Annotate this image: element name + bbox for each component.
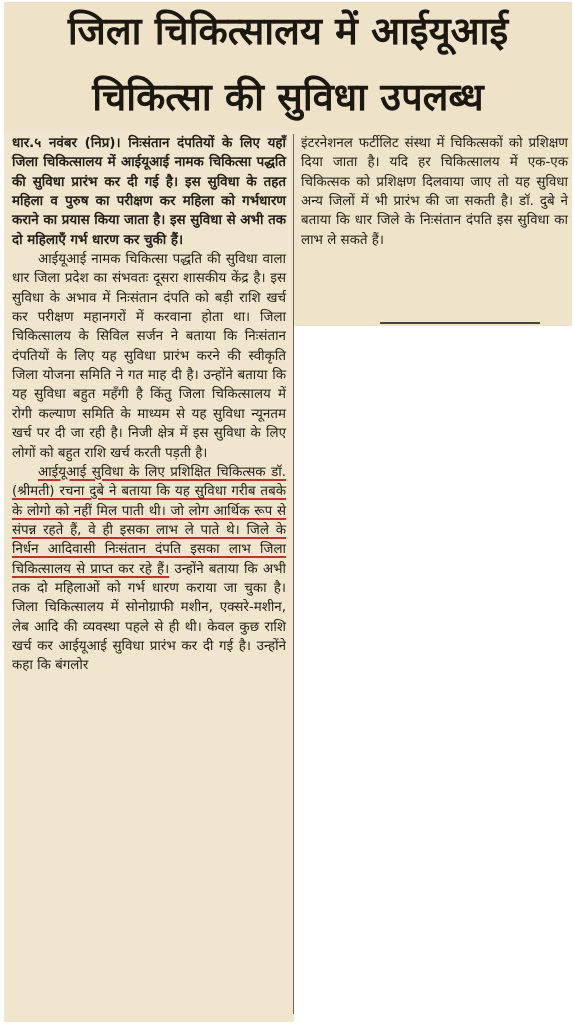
right-column xyxy=(301,134,568,250)
lead-paragraph: धार.५ नवंबर (निप्र)। निःसंतान दंपतियों के लिए यहाँ जिला चिकित्सालय में आईयूआई नामक चिकित्सा पद्धति की सुविधा प्रारंभ कर दी गई है। इस सुविधा के तहत महिला व पुरुष का परीक्षण कर महिला को गर्भधारण कराने का प्रयास किया जाता है। इस सुविधा से अभी तक दो महिलाएँ गर्भ धारण कर चुकी हैं। xyxy=(12,136,286,248)
continuation-paragraph: इंटरनेशनल फर्टीलिट संस्था में चिकित्सकों को प्रशिक्षण दिया जाता है। यदि हर चिकित्सालय में एक-एक चिकित्सक को प्रशिक्षण दिलवाया जाए तो यह सुविधा अन्य जिलों में भी प्रारंभ की जा सकती है। डॉ. दुबे ने बताया कि धार जिले के निःसंतान दंपति इस सुविधा का लाभ ले सकते हैं। xyxy=(301,136,568,248)
underlined-quote: आईयूआई सुविधा के लिए प्रशिक्षित चिकित्सक डॉ. (श्रीमती) रचना दुबे ने बताया कि यह सुविधा गरीब तबके के लोगो को नहीं मिल पाती थी। जो लोग आर्थिक रूप से संपन्न रहते हैं, वे ही इसका लाभ ले पाते थे। जिले के निर्धन आदिवासी निःसंतान दंपति इसका लाभ जिला चिकित्सालय से प्राप्त कर रहे हैं। xyxy=(12,464,286,577)
headline-line-2: चिकित्सा की सुविधा उपलब्ध xyxy=(92,75,484,119)
headline-line-1: जिला चिकित्सालय में आईयूआई xyxy=(67,9,509,53)
body-paragraph-3-rest: उन्होंने बताया कि अभी तक दो महिलाओं को गर्भ धारण कराया जा चुका है। जिला चिकित्सालय में सोनोग्राफी मशीन, एक्सरे-मशीन, लेब आदि की व्यवस्था पहले से ही थी। केवल कुछ राशि खर्च कर आईयूआई सुविधा प्रारंभ कर दी गई है। उन्होंने कहा कि बंगलोर xyxy=(12,561,286,674)
article-end-rule xyxy=(380,322,540,324)
body-paragraph-3 xyxy=(12,463,286,676)
column-divider xyxy=(293,134,294,1014)
body-paragraph-2: आईयूआई नामक चिकित्सा पद्धति की सुविधा वाला धार जिला प्रदेश का संभवतः दूसरा शासकीय केंद्र है। इस सुविधा के अभाव में निःसंतान दंपति को बड़ी राशि खर्च कर परीक्षण महानगरों में करवाना होता था। जिला चिकित्सालय के सिविल सर्जन ने बताया कि निःसंतान दंपतियों के लिए यह सुविधा प्रारंभ करने की स्वीकृति जिला योजना समिति ने गत माह दी है। उन्होंने बताया कि यह सुविधा बहुत महँगी है किंतु जिला चिकित्सालय में रोगी कल्याण समिति के माध्यम से यह सुविधा न्यूनतम खर्च पर दी जा रही है। निजी क्षेत्र में इस सुविधा के लिए लोगों को बहुत राशि खर्च करती पड़ती है। xyxy=(12,252,286,461)
left-column xyxy=(12,134,286,676)
